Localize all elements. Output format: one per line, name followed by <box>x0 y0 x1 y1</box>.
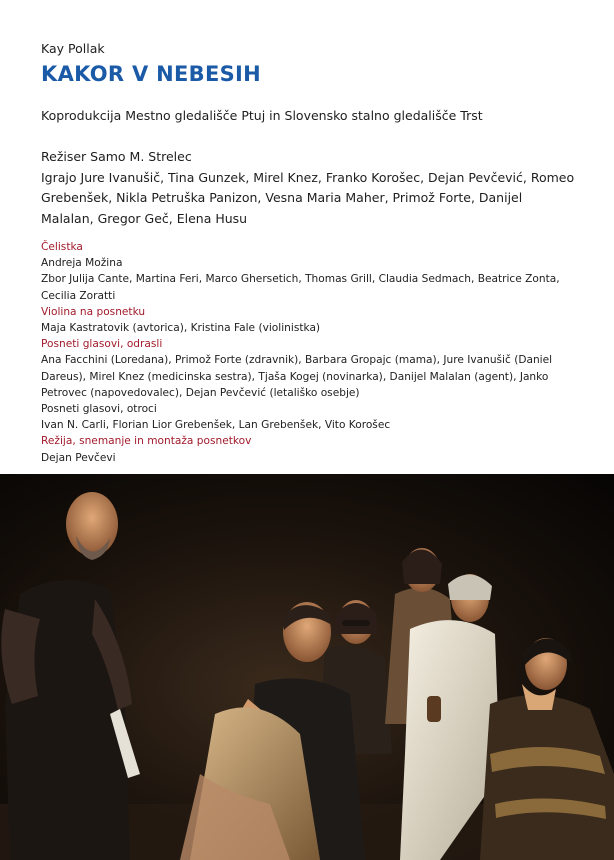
credit-names: Ana Facchini (Loredana), Primož Forte (zdravnik), Barbara Gropajc (mama), Jure Ivanušič (Daniel Dareus), Mirel Knez (medicinska sestra), Tjaša Kogej (novinarka), Danijel Malalan (agent), Janko Petrovec (napovedovalec), Dejan Pevčević (letališko osebje) <box>41 354 553 399</box>
director-line: Režiser Samo M. Strelec <box>41 149 192 164</box>
credit-role: Režija, snemanje in montaža posnetkov <box>41 435 252 448</box>
credit-names: Zbor Julija Cante, Martina Feri, Marco Ghersetich, Thomas Grill, Claudia Sedmach, Beatrice Zonta, Cecilia Zoratti <box>41 273 560 302</box>
play-title: KAKOR V NEBESIH <box>41 62 262 86</box>
credit-role: Čelistka <box>41 241 83 253</box>
credit-role: Violina na posnetku <box>41 305 146 318</box>
credit-names: Maja Kastratovik (avtorica), Kristina Fale (violinistka) <box>41 322 321 335</box>
credit-role: Posneti glasovi, odrasli <box>41 338 163 351</box>
credit-names: Ivan N. Carli, Florian Lior Grebenšek, Lan Grebenšek, Vito Korošec <box>41 419 391 432</box>
credit-names: Andreja Možina <box>41 257 123 270</box>
credit-names: Posneti glasovi, otroci <box>41 403 157 416</box>
cast-line: Igrajo Jure Ivanušič, Tina Gunzek, Mirel Knez, Franko Korošec, Dejan Pevčević, Romeo Grebenšek, Nikla Petruška Panizon, Vesna Maria Maher, Primož Forte, Danijel Malalan, Gregor Geč, Elena Husu <box>41 169 575 226</box>
author-name: Kay Pollak <box>41 41 105 56</box>
director-and-cast <box>41 147 576 229</box>
coproduction-line: Koprodukcija Mestno gledališče Ptuj in Slovensko stalno gledališče Trst <box>41 108 483 123</box>
credits-list <box>41 239 576 466</box>
stage-photo <box>0 474 614 860</box>
credit-names: Dejan Pevčevi <box>41 451 116 464</box>
